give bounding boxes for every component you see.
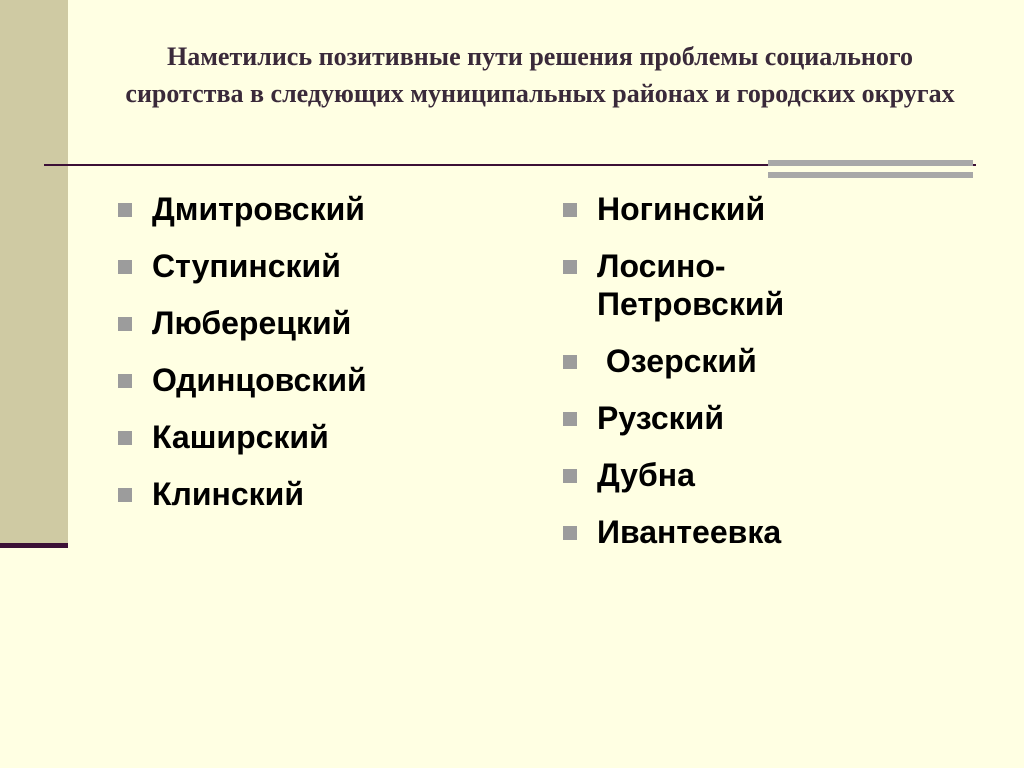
square-bullet-icon <box>563 526 577 540</box>
list-item <box>563 513 903 551</box>
district-name: Ивантеевка <box>597 514 782 550</box>
district-name: Лосино-Петровский <box>597 248 785 322</box>
list-item <box>563 342 903 380</box>
slide-title: Наметились позитивные пути решения проблемы социального сиротства в следующих муниципальных районах и городских округах <box>125 42 955 108</box>
list-item <box>118 190 518 228</box>
square-bullet-icon <box>118 374 132 388</box>
square-bullet-icon <box>118 203 132 217</box>
square-bullet-icon <box>118 317 132 331</box>
list-item <box>118 247 518 285</box>
square-bullet-icon <box>118 431 132 445</box>
square-bullet-icon <box>563 469 577 483</box>
list-item <box>563 190 903 228</box>
list-item <box>563 247 903 323</box>
list-item <box>118 361 518 399</box>
list-item <box>563 399 903 437</box>
left-decorative-band <box>0 0 68 545</box>
right-district-list <box>563 190 903 570</box>
district-name: Каширский <box>152 419 329 455</box>
left-accent-line <box>0 543 68 548</box>
decorative-gray-bar-bottom <box>768 172 973 178</box>
district-name: Ногинский <box>597 191 766 227</box>
square-bullet-icon <box>118 260 132 274</box>
square-bullet-icon <box>563 412 577 426</box>
district-name: Люберецкий <box>152 305 352 341</box>
district-name: Рузский <box>597 400 724 436</box>
district-name: Озерский <box>597 343 757 379</box>
list-item <box>118 475 518 513</box>
square-bullet-icon <box>563 355 577 369</box>
district-name: Ступинский <box>152 248 341 284</box>
district-name: Дмитровский <box>152 191 365 227</box>
list-item <box>563 456 903 494</box>
left-district-list <box>118 190 518 532</box>
list-item <box>118 418 518 456</box>
district-name: Дубна <box>597 457 695 493</box>
square-bullet-icon <box>118 488 132 502</box>
district-name: Одинцовский <box>152 362 367 398</box>
district-name: Клинский <box>152 476 305 512</box>
square-bullet-icon <box>563 203 577 217</box>
square-bullet-icon <box>563 260 577 274</box>
decorative-gray-bar-top <box>768 160 973 166</box>
list-item <box>118 304 518 342</box>
